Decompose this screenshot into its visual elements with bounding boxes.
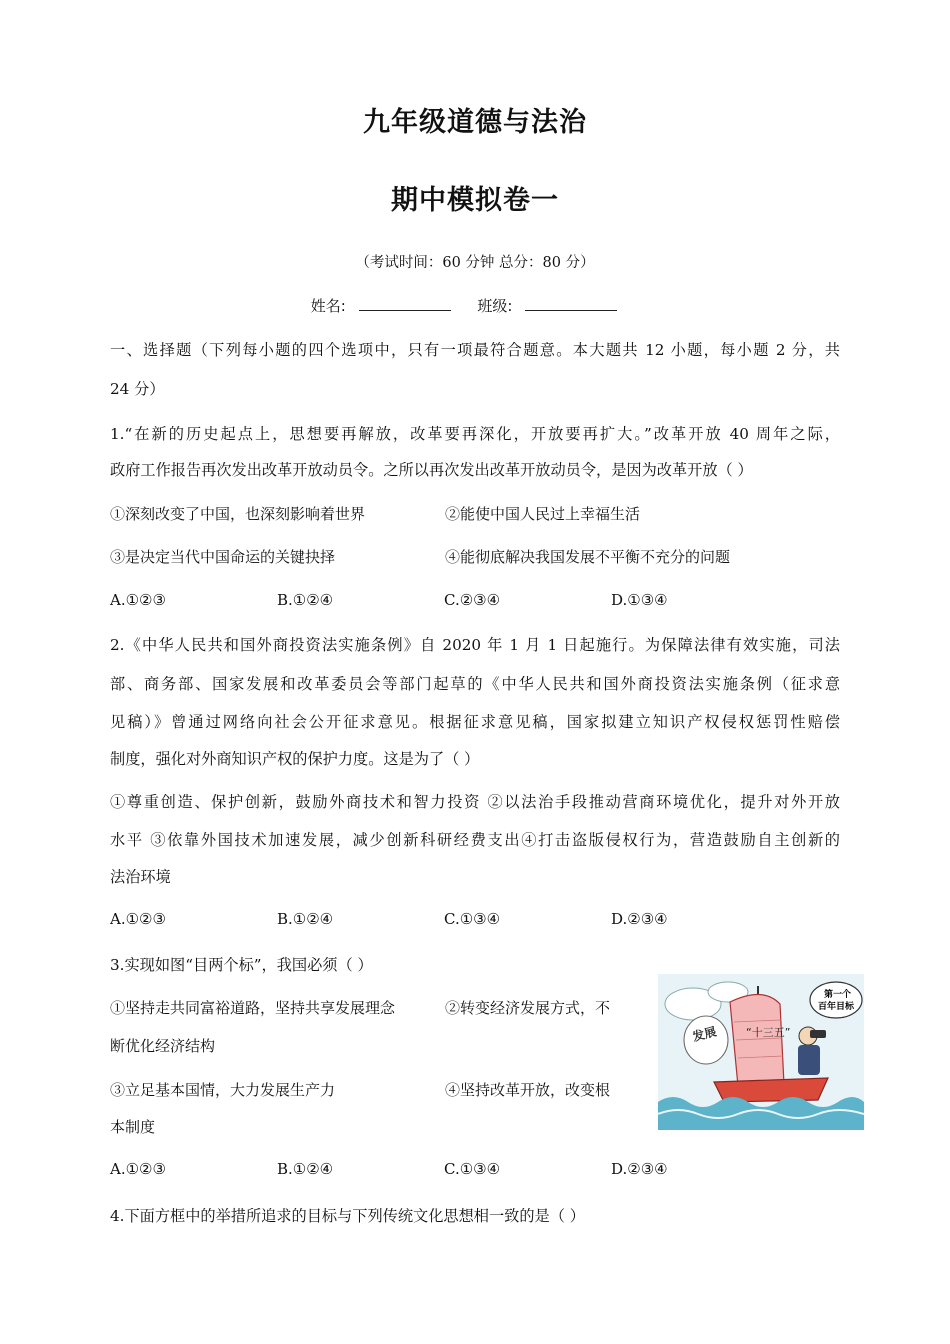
question-1-text: 1.“在新的历史起点上，思想要再解放，改革要再深化，开放要再扩大。”改革开放 40 周年之际，	[110, 425, 840, 443]
exam-title: 九年级道德与法治	[363, 107, 587, 138]
q1-statement-3: ③是决定当代中国命运的关键抉择	[110, 548, 336, 566]
q1-answer-a[interactable]: A.①②③	[110, 591, 166, 609]
q1-answer-c[interactable]: C.②③④	[444, 591, 501, 609]
q3-statement-2: ②转变经济发展方式，不	[445, 999, 611, 1017]
question-4-text: 4.下面方框中的举措所追求的目标与下列传统文化思想相一致的是（ ）	[110, 1207, 585, 1225]
exam-subtitle: 期中模拟卷一	[391, 185, 559, 216]
q3-statement-1: ①坚持走共同富裕道路，坚持共享发展理念	[110, 999, 396, 1017]
q2-answer-a[interactable]: A.①②③	[110, 910, 166, 928]
wave-label: 发展	[691, 1024, 718, 1045]
q3-statement-3: ③立足基本国情，大力发展生产力	[110, 1081, 336, 1099]
person-body	[798, 1045, 820, 1075]
q2-answer-d[interactable]: D.②③④	[611, 910, 668, 928]
q3-answer-d[interactable]: D.②③④	[611, 1160, 668, 1178]
class-label: 班级:	[477, 297, 513, 315]
class-blank[interactable]	[525, 296, 617, 311]
q3-answer-a[interactable]: A.①②③	[110, 1160, 166, 1178]
question-2-text: 2.《中华人民共和国外商投资法实施条例》自 2020 年 1 月 1 日起施行。为保障法律有效实施，司法	[110, 636, 840, 654]
q3-statement-4-cont: 本制度	[110, 1118, 156, 1136]
bubble-line-1: 第一个	[824, 990, 852, 1000]
question-2-text-cont: 制度，强化对外商知识产权的保护力度。这是为了（ ）	[110, 750, 480, 768]
question-3-text: 3.实现如图“目两个标”，我国必须（ ）	[110, 956, 373, 974]
sail-label: “十三五”	[746, 1026, 791, 1039]
speech-bubble	[810, 982, 862, 1018]
question-2-text-cont: 部、商务部、国家发展和改革委员会等部门起草的《中华人民共和国外商投资法实施条例（征求意	[110, 675, 840, 693]
q2-answer-c[interactable]: C.①③④	[444, 910, 501, 928]
name-label: 姓名:	[310, 297, 346, 315]
section-intro: 一、选择题（下列每小题的四个选项中，只有一项最符合题意。本大题共 12 小题，每小题 2 分，共	[110, 341, 840, 359]
q3-statement-1-cont: 断优化经济结构	[110, 1037, 216, 1055]
q1-answer-d[interactable]: D.①③④	[611, 591, 668, 609]
question-2-text-cont: 见稿）》曾通过网络向社会公开征求意见。根据征求意见稿，国家拟建立知识产权侵权惩罚性赔偿	[110, 713, 840, 731]
exam-info: （考试时间：60 分钟 总分：80 分）	[355, 255, 595, 271]
q3-answer-b[interactable]: B.①②④	[277, 1160, 334, 1178]
name-blank[interactable]	[359, 296, 451, 311]
q2-answer-b[interactable]: B.①②④	[277, 910, 334, 928]
q3-statement-4: ④坚持改革开放，改变根	[445, 1081, 611, 1099]
q3-cartoon-figure	[658, 974, 864, 1130]
q2-statements: ①尊重创造、保护创新，鼓励外商技术和智力投资 ②以法治手段推动营商环境优化，提升对外开放	[110, 793, 840, 811]
question-1-text-cont: 政府工作报告再次发出改革开放动员令。之所以再次发出改革开放动员令，是因为改革开放（ ）	[110, 461, 753, 479]
bubble-line-2: 百年目标	[818, 1002, 855, 1012]
q2-statements-cont: 水平 ③依靠外国技术加速发展，减少创新科研经费支出④打击盗版侵权行为，营造鼓励自主创新的	[110, 831, 840, 849]
section-intro-cont: 24 分）	[110, 380, 165, 398]
q2-statements-cont: 法治环境	[110, 868, 171, 886]
q1-statement-2: ②能使中国人民过上幸福生活	[445, 505, 641, 523]
q3-answer-c[interactable]: C.①③④	[444, 1160, 501, 1178]
q1-statement-4: ④能彻底解决我国发展不平衡不充分的问题	[445, 548, 731, 566]
q1-answer-b[interactable]: B.①②④	[277, 591, 334, 609]
q1-statement-1: ①深刻改变了中国，也深刻影响着世界	[110, 505, 366, 523]
name-class-row	[0, 295, 950, 316]
binoculars	[810, 1030, 826, 1038]
